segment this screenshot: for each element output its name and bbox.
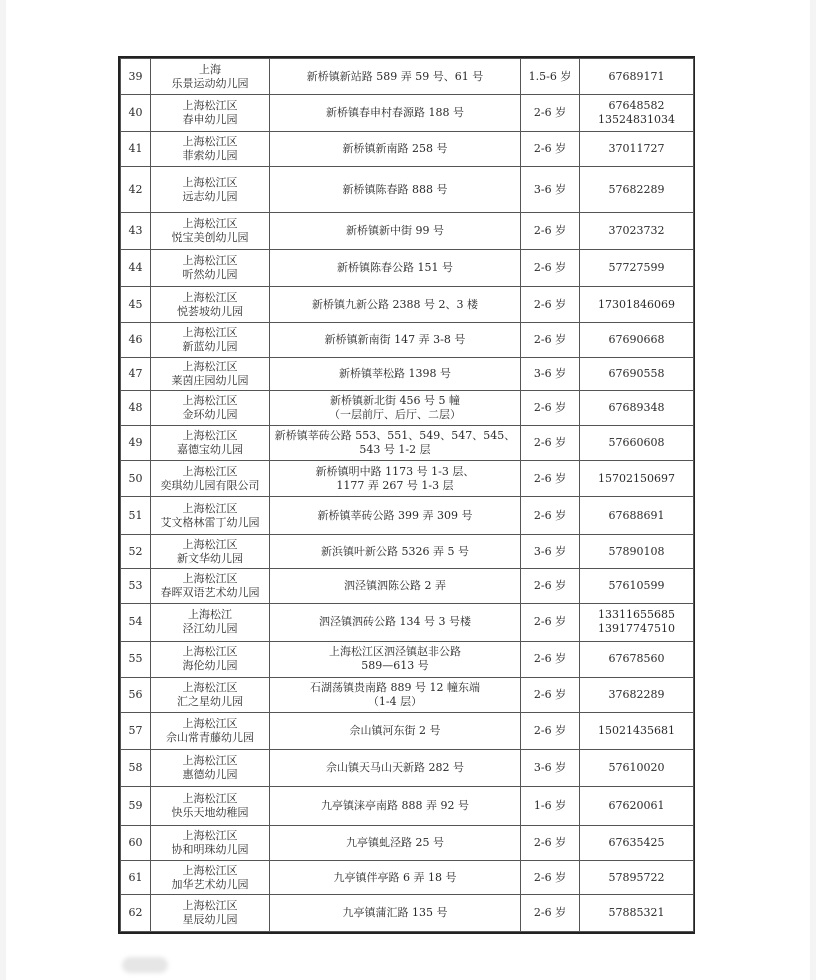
kindergarten-address [270,749,521,786]
contact-phone-line: 67648582 [608,99,665,113]
row-number: 42 [121,167,151,213]
age-range: 2-6 岁 [521,131,580,166]
kindergarten-address [270,642,521,677]
contact-phone-line: 57610020 [608,760,665,774]
table-row [121,749,694,786]
row-number: 39 [121,59,151,95]
kindergarten-address-line: 佘山镇天马山天新路 282 号 [326,760,464,774]
table-row [121,212,694,249]
kindergarten-name-line: 快乐天地幼稚园 [171,805,249,819]
table-row [121,825,694,860]
table-row [121,603,694,641]
kindergarten-address-line: 543 号 1-2 层 [359,442,431,456]
contact-phone-line: 67635425 [608,835,665,849]
kindergarten-name-line: 新文华幼儿园 [177,551,243,565]
age-range: 2-6 岁 [521,895,580,932]
age-range: 3-6 岁 [521,534,580,568]
row-number: 61 [121,860,151,894]
document-page [6,0,810,980]
kindergarten-address-line: 新桥镇陈春路 888 号 [342,182,448,196]
row-number: 59 [121,787,151,825]
kindergarten-address-line: 佘山镇河东街 2 号 [349,723,441,737]
kindergarten-name-line: 菲索幼儿园 [182,149,238,163]
contact-phone [580,250,694,286]
kindergarten-address-line: 589—613 号 [361,659,429,673]
kindergarten-name-line: 上海松江区 [182,99,238,113]
kindergarten-name-line: 上海松江区 [182,753,238,767]
age-range: 2-6 岁 [521,642,580,677]
contact-phone [580,895,694,932]
kindergarten-name-line: 春申幼儿园 [182,113,238,127]
contact-phone-line: 67690558 [608,366,665,380]
kindergarten-name-line: 悦宝美创幼儿园 [171,231,249,245]
table-row [121,167,694,213]
kindergarten-address-line: （一层前厅、后厅、二层） [329,407,461,421]
kindergarten-name-line: 星辰幼儿园 [182,913,238,927]
kindergarten-address [270,59,521,95]
contact-phone [580,425,694,460]
kindergarten-name-line: 上海松江区 [182,537,238,551]
contact-phone [580,357,694,390]
kindergarten-name-line: 莱茵庄园幼儿园 [171,373,249,387]
contact-phone-line: 13311655685 [598,608,675,622]
kindergarten-address-line: 新桥镇九新公路 2388 号 2、3 楼 [312,297,478,311]
row-number: 40 [121,95,151,131]
table-row [121,250,694,286]
kindergarten-name-line: 上海松江区 [182,899,238,913]
kindergarten-name [151,749,270,786]
kindergarten-name [151,460,270,496]
contact-phone [580,677,694,712]
kindergarten-name-line: 汇之星幼儿园 [177,694,243,708]
kindergarten-address [270,167,521,213]
kindergarten-name-line: 惠德幼儿园 [182,767,238,781]
kindergarten-name-line: 协和明珠幼儿园 [171,842,249,856]
contact-phone-line: 57610599 [608,579,665,593]
kindergarten-address-line: 新桥镇莘砖公路 553、551、549、547、545、 [274,428,516,442]
contact-phone [580,569,694,603]
contact-phone-line: 67689171 [608,69,665,83]
contact-phone [580,95,694,131]
kindergarten-address [270,425,521,460]
contact-phone-line: 67689348 [608,400,665,414]
contact-phone [580,642,694,677]
kindergarten-address [270,677,521,712]
kindergarten-address-line: 新桥镇新站路 589 弄 59 号、61 号 [306,69,484,83]
kindergarten-name-line: 乐景运动幼儿园 [171,76,249,90]
kindergarten-name-line: 艾文格林雷丁幼儿园 [160,515,260,529]
kindergarten-name-line: 上海松江区 [182,501,238,515]
age-range: 2-6 岁 [521,713,580,749]
kindergarten-name-line: 金环幼儿园 [182,407,238,421]
kindergarten-name [151,167,270,213]
table-body [121,59,694,932]
kindergarten-name [151,569,270,603]
kindergarten-name [151,391,270,425]
age-range: 3-6 岁 [521,357,580,390]
contact-phone-line: 57660608 [608,435,665,449]
kindergarten-name-line: 上海松江区 [182,135,238,149]
kindergarten-address-line: 九亭镇伴亭路 6 弄 18 号 [333,870,457,884]
contact-phone [580,749,694,786]
kindergarten-name [151,534,270,568]
contact-phone-line: 57682289 [608,182,665,196]
row-number: 48 [121,391,151,425]
row-number: 46 [121,323,151,357]
kindergarten-name-line: 加华艺术幼儿园 [171,877,249,891]
kindergarten-name-line: 上海松江区 [182,645,238,659]
kindergarten-name-line: 上海松江区 [182,680,238,694]
age-range: 2-6 岁 [521,391,580,425]
row-number: 54 [121,603,151,641]
row-number: 53 [121,569,151,603]
age-range: 2-6 岁 [521,425,580,460]
contact-phone-line: 67620061 [608,798,665,812]
contact-phone [580,286,694,322]
kindergarten-name-line: 泾江幼儿园 [182,622,238,636]
table-row [121,677,694,712]
kindergarten-name [151,713,270,749]
row-number: 51 [121,497,151,534]
page-footer-mark [122,957,168,973]
kindergarten-name-line: 上海松江区 [182,863,238,877]
table-row [121,131,694,166]
kindergarten-name [151,286,270,322]
age-range: 2-6 岁 [521,286,580,322]
contact-phone-line: 67678560 [608,652,665,666]
age-range: 2-6 岁 [521,250,580,286]
kindergarten-name-line: 上海松江区 [182,254,238,268]
contact-phone-line: 17301846069 [598,297,675,311]
table-row [121,460,694,496]
kindergarten-name-line: 上海松江区 [182,464,238,478]
kindergarten-name [151,59,270,95]
table-row [121,391,694,425]
kindergarten-address [270,825,521,860]
contact-phone [580,391,694,425]
kindergarten-name-line: 上海 [199,62,221,76]
kindergarten-name-line: 上海松江区 [182,572,238,586]
kindergarten-name-line: 听然幼儿园 [182,268,238,282]
kindergarten-name [151,895,270,932]
kindergarten-address [270,131,521,166]
contact-phone [580,212,694,249]
kindergarten-name-line: 上海松江区 [182,175,238,189]
contact-phone [580,534,694,568]
table-row [121,95,694,131]
contact-phone-line: 67688691 [608,508,665,522]
contact-phone-line: 37011727 [608,142,665,156]
age-range: 2-6 岁 [521,323,580,357]
row-number: 57 [121,713,151,749]
kindergarten-address-line: 新桥镇陈春公路 151 号 [337,261,453,275]
kindergarten-name [151,131,270,166]
kindergarten-name [151,825,270,860]
kindergarten-address [270,357,521,390]
kindergarten-name [151,860,270,894]
row-number: 49 [121,425,151,460]
age-range: 3-6 岁 [521,167,580,213]
kindergarten-name-line: 佘山常青藤幼儿园 [166,730,254,744]
kindergarten-name-line: 上海松江区 [182,828,238,842]
kindergarten-name-line: 上海松江区 [182,359,238,373]
age-range: 3-6 岁 [521,749,580,786]
row-number: 60 [121,825,151,860]
kindergarten-address [270,286,521,322]
contact-phone [580,323,694,357]
kindergarten-name-line: 上海松江区 [182,290,238,304]
table-row [121,860,694,894]
kindergarten-name [151,642,270,677]
kindergarten-address [270,569,521,603]
contact-phone [580,860,694,894]
kindergarten-address-line: 泗泾镇泗陈公路 2 弄 [344,579,446,593]
contact-phone-line: 15702150697 [598,471,675,485]
kindergarten-name-line: 上海松江区 [182,325,238,339]
kindergarten-address [270,534,521,568]
kindergarten-address-line: 石湖荡镇贵南路 889 号 12 幢东端 [310,680,480,694]
kindergarten-name [151,323,270,357]
kindergarten-address [270,323,521,357]
age-range: 2-6 岁 [521,825,580,860]
row-number: 56 [121,677,151,712]
contact-phone-line: 57890108 [608,544,665,558]
contact-phone [580,497,694,534]
kindergarten-name-line: 奕琪幼儿园有限公司 [160,478,260,492]
kindergarten-address-line: 新桥镇新中街 99 号 [346,224,444,238]
kindergarten-address [270,787,521,825]
row-number: 62 [121,895,151,932]
kindergarten-address-line: 九亭镇虬泾路 25 号 [346,835,444,849]
kindergarten-name-line: 上海松江区 [182,791,238,805]
table-row [121,59,694,95]
contact-phone-line: 13524831034 [598,113,675,127]
contact-phone-line: 57895722 [608,870,665,884]
row-number: 47 [121,357,151,390]
kindergarten-address [270,250,521,286]
age-range: 1.5-6 岁 [521,59,580,95]
age-range: 2-6 岁 [521,497,580,534]
kindergarten-name-line: 新蓝幼儿园 [182,339,238,353]
contact-phone-line: 37023732 [608,224,665,238]
kindergarten-list-table [120,58,694,932]
row-number: 50 [121,460,151,496]
contact-phone [580,167,694,213]
table-row [121,642,694,677]
kindergarten-address-line: 上海松江区泗泾镇赵非公路 [329,645,461,659]
kindergarten-name [151,425,270,460]
table-row [121,787,694,825]
kindergarten-name [151,787,270,825]
kindergarten-name-line: 上海松江区 [182,428,238,442]
kindergarten-name [151,250,270,286]
kindergarten-address-line: 新桥镇莘松路 1398 号 [339,366,451,380]
contact-phone [580,787,694,825]
kindergarten-address-line: 新桥镇莘砖公路 399 弄 309 号 [317,508,473,522]
contact-phone [580,131,694,166]
kindergarten-address-line: 1177 弄 267 号 1-3 层 [336,478,454,492]
kindergarten-address [270,497,521,534]
kindergarten-address [270,460,521,496]
table-row [121,569,694,603]
row-number: 52 [121,534,151,568]
kindergarten-name [151,497,270,534]
age-range: 2-6 岁 [521,460,580,496]
contact-phone-line: 57885321 [608,906,665,920]
contact-phone [580,713,694,749]
kindergarten-name-line: 远志幼儿园 [182,189,238,203]
row-number: 41 [121,131,151,166]
row-number: 58 [121,749,151,786]
row-number: 45 [121,286,151,322]
age-range: 2-6 岁 [521,212,580,249]
age-range: 2-6 岁 [521,569,580,603]
kindergarten-name-line: 上海松江 [188,608,232,622]
kindergarten-name [151,95,270,131]
kindergarten-name-line: 嘉德宝幼儿园 [177,442,243,456]
kindergarten-name-line: 春晖双语艺术幼儿园 [160,586,260,600]
kindergarten-address-line: （1-4 层） [367,694,423,708]
contact-phone-line: 57727599 [608,261,665,275]
kindergarten-address-line: 泗泾镇泗砖公路 134 号 3 号楼 [319,615,471,629]
kindergarten-address-line: 新浜镇叶新公路 5326 弄 5 号 [321,544,469,558]
row-number: 43 [121,212,151,249]
kindergarten-address-line: 新桥镇春申村春源路 188 号 [326,106,464,120]
table-row [121,534,694,568]
table-row [121,713,694,749]
kindergarten-name [151,677,270,712]
contact-phone-line: 67690668 [608,332,665,346]
kindergarten-address [270,212,521,249]
kindergarten-name-line: 上海松江区 [182,716,238,730]
kindergarten-table [118,56,695,934]
contact-phone [580,59,694,95]
kindergarten-address-line: 新桥镇明中路 1173 号 1-3 层、 [315,464,475,478]
contact-phone-line: 37682289 [608,687,665,701]
kindergarten-address [270,860,521,894]
table-row [121,895,694,932]
table-row [121,425,694,460]
kindergarten-name-line: 上海松江区 [182,393,238,407]
kindergarten-address-line: 九亭镇蒲汇路 135 号 [342,906,448,920]
contact-phone-line: 15021435681 [598,723,675,737]
kindergarten-name [151,212,270,249]
kindergarten-address [270,95,521,131]
age-range: 2-6 岁 [521,95,580,131]
table-row [121,357,694,390]
kindergarten-address-line: 新桥镇新南路 258 号 [342,142,448,156]
kindergarten-address [270,713,521,749]
kindergarten-address [270,895,521,932]
age-range: 2-6 岁 [521,677,580,712]
contact-phone [580,603,694,641]
kindergarten-name-line: 海伦幼儿园 [182,659,238,673]
kindergarten-address [270,391,521,425]
kindergarten-address-line: 九亭镇涞亭南路 888 弄 92 号 [321,798,469,812]
kindergarten-address [270,603,521,641]
table-row [121,286,694,322]
age-range: 2-6 岁 [521,603,580,641]
kindergarten-address-line: 新桥镇新北街 456 号 5 幢 [330,393,460,407]
kindergarten-name-line: 上海松江区 [182,217,238,231]
kindergarten-name [151,603,270,641]
contact-phone [580,825,694,860]
row-number: 44 [121,250,151,286]
age-range: 2-6 岁 [521,860,580,894]
row-number: 55 [121,642,151,677]
kindergarten-name-line: 悦荟坡幼儿园 [177,304,243,318]
table-row [121,497,694,534]
kindergarten-address-line: 新桥镇新南街 147 弄 3-8 号 [324,332,466,346]
kindergarten-name [151,357,270,390]
contact-phone [580,460,694,496]
table-row [121,323,694,357]
age-range: 1-6 岁 [521,787,580,825]
contact-phone-line: 13917747510 [598,622,675,636]
